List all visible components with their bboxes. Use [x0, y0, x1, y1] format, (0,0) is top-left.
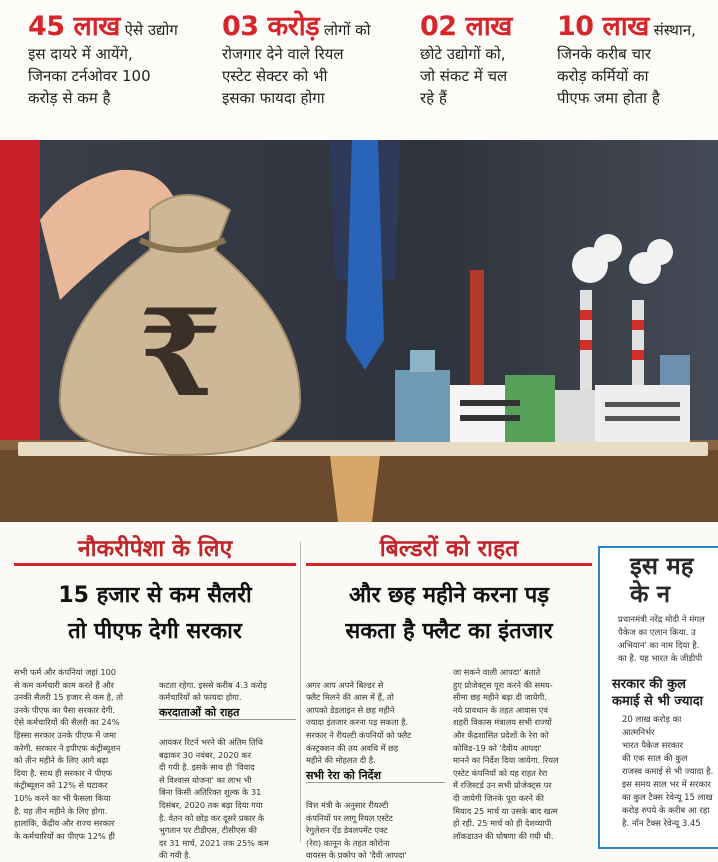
- stat-text: छोटे उद्योगों को, जो संकट में चल रहे हैं: [420, 45, 508, 107]
- sidebar-list: 20 लाख करोड़ का आत्मनिर्भर भारत पैकेज सरकार की एक साल की कुल राजस्व कमाई से भी ज्यादा है. इस समय साल भर में सरकार का कुल टैक्स रेवेन्यू 15 लाख करोड़ रुपये के करीब आ रहा है. नॉन टैक्स रेवेन्यू 3.45: [622, 715, 714, 829]
- column-divider: [300, 542, 301, 842]
- body-text: अगर आप अपने बिल्डर से फ्लैट मिलने की आस में हैं, तो आपको डेडलाइन से छह महीने ज्यादा इंतजार करना पड़ सकता है. सरकार ने रीयल्टी कंपनियों को फ्लैट कंस्ट्रक्शन की तय अवधि में छह महीने की मोहलत दी है.: [306, 679, 412, 766]
- stat-45-lakh: [28, 6, 198, 109]
- stat-figure: 45 लाख: [28, 11, 120, 42]
- subheading: सभी रेरा को निर्देश: [306, 770, 445, 784]
- body-text: कटता रहेगा. इससे करीब 4.3 करोड़ कर्मचारियों को फायदा होगा.: [159, 679, 267, 703]
- sidebar-heading: सरकार की कुल कमाई से भी ज्यादा: [612, 677, 703, 709]
- banner-label: बिल्डरों को राहत: [379, 535, 519, 562]
- stat-figure: 03 करोड़: [222, 11, 320, 42]
- body-column-left: [306, 666, 445, 861]
- banner-label: नौकरीपेशा के लिए: [77, 535, 233, 562]
- stat-03-crore: [222, 6, 407, 109]
- sidebar-paragraph: प्रधानमंत्री नरेंद्र मोदी ने मंगल पैकेज का एलान किया. उ अभियान' का नाम दिया है. का है. यह भारत के जीडीपी: [618, 615, 705, 664]
- body-text: आयकर रिटर्न भरने की अंतिम तिथि बढ़ाकर 30 नवंबर, 2020 कर दी गयी है. इसके साथ ही 'विवाद से विश्वास योजना' का लाभ भी बिना किसी अतिरिक्त शुल्क के 31 दिसंबर, 2020 तक बढ़ा दिया गया है. वेतन को छोड़ कर दूसरे प्रकार के भुगतान पर टीडीएस, टीसीएस की दर 31 मार्च, 2021 तक 25% कम की गयी है.: [159, 736, 269, 861]
- stat-02-lakh: [420, 6, 550, 109]
- article-salaried: [14, 522, 296, 861]
- stat-lead: लोगों को: [319, 21, 371, 39]
- stat-text: जिनके करीब चार करोड़ कर्मियों का पीएफ जमा होता है: [557, 45, 660, 107]
- rupee-symbol: ₹: [138, 283, 222, 424]
- stat-text: रोजगार देने वाले रियल एस्टेट सेक्टर को भी इसका फायदा होगा: [222, 45, 344, 107]
- article-columns: [0, 522, 718, 861]
- body-text: वित्त मंत्री के अनुसार रीयल्टी कंपनियों पर लागू रियल एस्टेट रेगुलेशन ऐंड डेवलपमेंट एक्ट (रेरा) कानून के तहत कोरोना वायरस के प्रकोप को 'दैवी आपदा': [306, 799, 407, 861]
- article-body: [306, 666, 592, 861]
- sidebar-title: इस मह के न: [630, 552, 694, 608]
- article-builders: [306, 522, 592, 861]
- body-column-right: [159, 666, 296, 861]
- scale-fulcrum: [330, 456, 380, 522]
- balance-scale-illustration: [0, 140, 718, 522]
- section-banner: [14, 530, 296, 566]
- sidebar-package: [598, 522, 718, 849]
- stat-figure: 02 लाख: [420, 11, 512, 42]
- section-banner: [306, 530, 592, 566]
- stat-text: इस दायरे में आयेंगे, जिनका टर्नओवर 100 करोड़ से कम है: [28, 45, 151, 107]
- article-headline: और छह महीने करना पड़ सकता है फ्लैट का इंतजार: [345, 583, 553, 644]
- hero-illustration: [0, 140, 718, 522]
- article-body: [14, 666, 296, 861]
- stat-lead: संस्थान,: [648, 21, 696, 39]
- stat-figure: 10 लाख: [557, 11, 649, 42]
- body-column-right: जा सकने वाली आपदा' बताते हुए प्रोजेक्ट्स पूरा करने की समय- सीमा छह महीने बढ़ा दी जायेगी. नये प्रावधान के तहत आवास एवं शहरी विकास मंत्रालय सभी राज्यों और केंद्रशासित प्रदेशों के रेरा को कोविड-19 को 'दैवीय आपदा' मानने का निर्देश दिया जायेगा. रियल एस्टेट कंपनियों को यह राहत रेरा में रजिस्टर्ड उन सभी प्रोजेक्ट्स पर दी जायेगी जिनके पूरा करने की मियाद 25 मार्च या उसके बाद खत्म हो रही. 25 मार्च को ही देशव्यापी लॉकडाउन की घोषणा की गयी थी.: [453, 667, 559, 841]
- stats-strip: [0, 0, 718, 140]
- subheading: करदाताओं को राहत: [159, 707, 296, 721]
- stat-lead: ऐसे उद्योग: [119, 21, 178, 39]
- body-column-left: सभी फर्म और कंपनियां जहां 100 से कम कर्मचारी काम करते हैं और उनकी सैलरी 15 हजार से कम है, तो उनके पीएफ का पैसा सरकार देगी. ऐसे कर्मचारियों की सैलरी का 24% हिस्सा सरकार उनके पीएफ में जमा करेगी. सरकार ने इपीएफ कंट्रीब्यूशन को तीन महीने के लिए आगे बढ़ा दिया है. साथ ही सरकार ने पीएफ कंट्रीब्यूशन को 12% से घटाकर 10% करने का भी फैसला किया है. यह तीन महीने के लिए होगा. हालांकि, केंद्रीय और राज्य सरकार के कर्मचारियों का पीएफ 12% ही: [14, 667, 123, 841]
- factory-icon: [395, 234, 690, 442]
- stat-10-lakh: [557, 6, 717, 109]
- article-headline: 15 हजार से कम सैलरी तो पीएफ देगी सरकार: [58, 583, 252, 644]
- sidebar-box: [598, 546, 718, 849]
- tie: [346, 140, 384, 370]
